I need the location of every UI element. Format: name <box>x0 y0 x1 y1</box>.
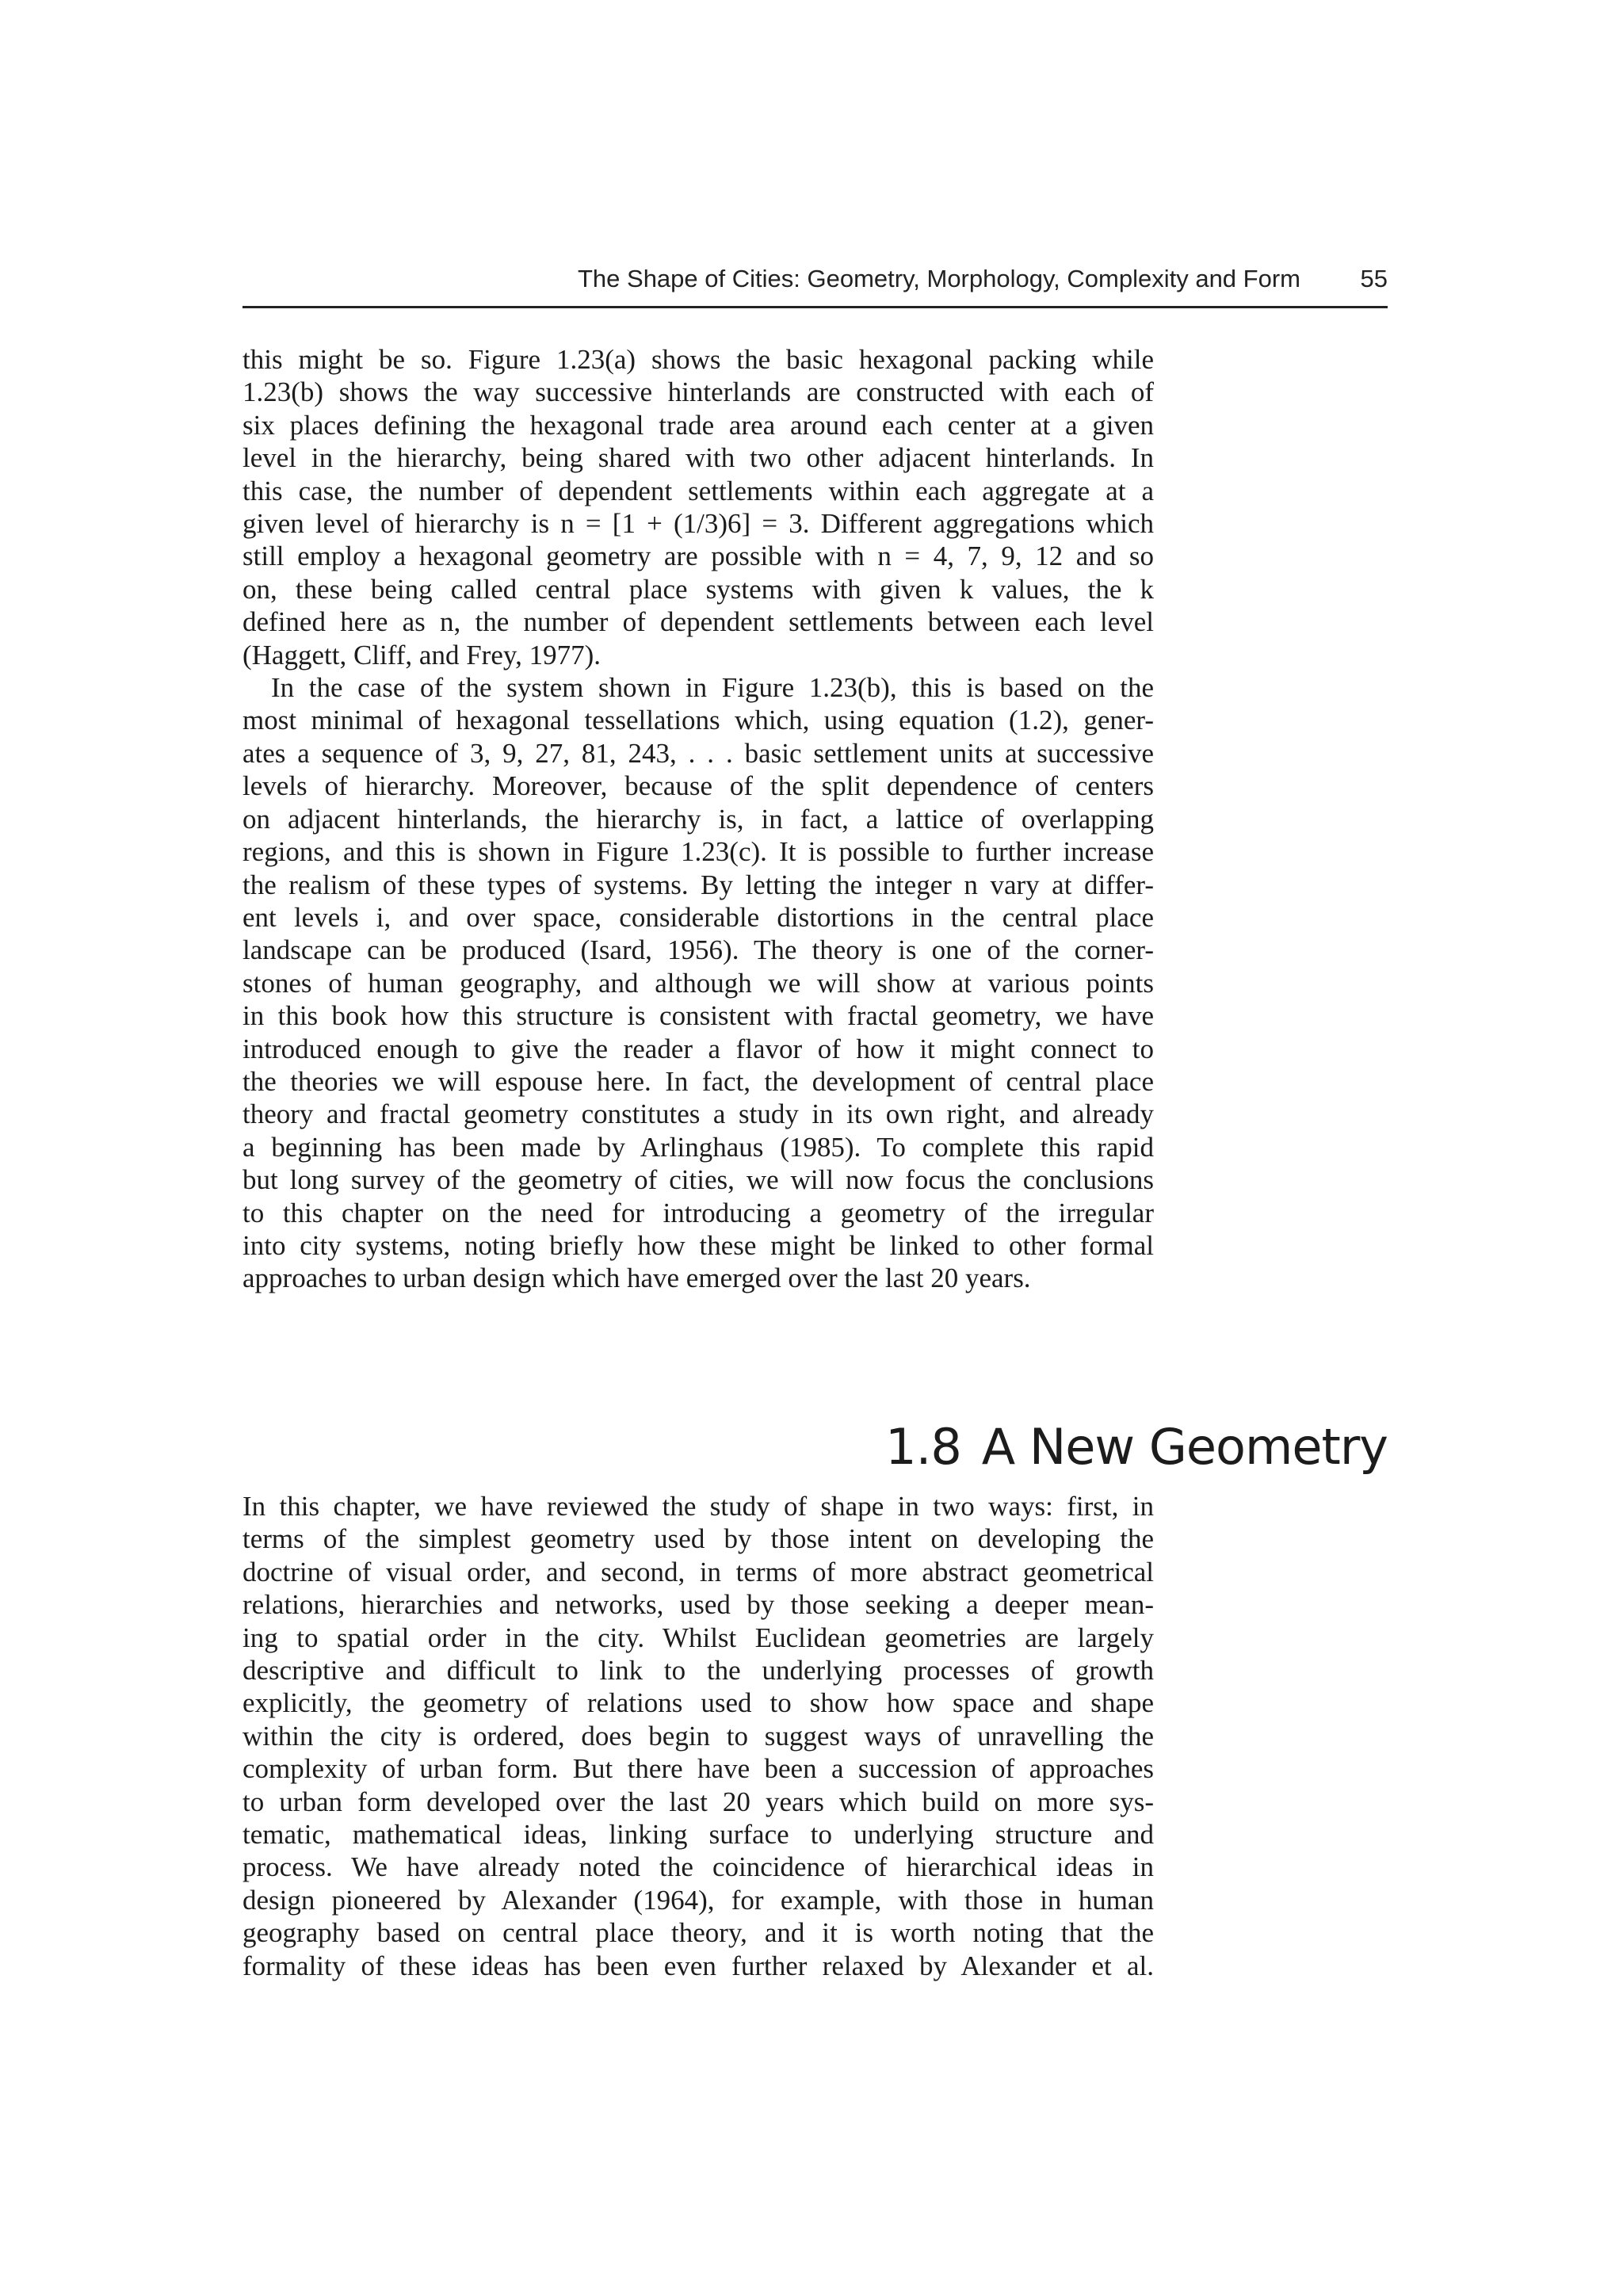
text-line: six places defining the hexagonal trade area around each center at a given <box>242 409 1154 441</box>
text-line: on adjacent hinterlands, the hierarchy is, in fact, a lattice of overlapping <box>242 803 1154 835</box>
text-line: process. We have already noted the coincidence of hierarchical ideas in <box>242 1851 1154 1883</box>
text-line: but long survey of the geometry of cities, we will now focus the conclusions <box>242 1164 1154 1196</box>
text-line: still employ a hexagonal geometry are possible with n = 4, 7, 9, 12 and so <box>242 541 1154 572</box>
paragraph <box>242 1490 1154 1982</box>
text-line: geography based on central place theory, and it is worth noting that the <box>242 1917 1154 1949</box>
text-line: design pioneered by Alexander (1964), for example, with those in human <box>242 1884 1154 1916</box>
page-number: 55 <box>1360 265 1388 292</box>
running-title: The Shape of Cities: Geometry, Morphology, Complexity and Form <box>577 265 1300 292</box>
text-line: descriptive and difficult to link to the underlying processes of growth <box>242 1655 1154 1687</box>
text-line: regions, and this is shown in Figure 1.23(c). It is possible to further increase <box>242 836 1154 868</box>
text-line: ing to spatial order in the city. Whilst Euclidean geometries are largely <box>242 1622 1154 1653</box>
text-line: formality of these ideas has been even further relaxed by Alexander et al. <box>242 1950 1154 1981</box>
running-head <box>242 262 1388 308</box>
text-line: ent levels i, and over space, considerable distortions in the central place <box>242 901 1154 933</box>
text-line: tematic, mathematical ideas, linking surface to underlying structure and <box>242 1819 1154 1851</box>
text-line: into city systems, noting briefly how these might be linked to other formal <box>242 1229 1154 1261</box>
text-line: terms of the simplest geometry used by those intent on developing the <box>242 1523 1154 1555</box>
text-line: on, these being called central place systems with given k values, the k <box>242 573 1154 605</box>
text-line: this might be so. Figure 1.23(a) shows the basic hexagonal packing while <box>242 344 1154 375</box>
text-line: In the case of the system shown in Figure 1.23(b), this is based on the <box>271 672 1154 704</box>
text-line: relations, hierarchies and networks, used by those seeking a deeper mean- <box>242 1589 1154 1621</box>
text-line: doctrine of visual order, and second, in terms of more abstract geometrical <box>242 1556 1154 1587</box>
text-line: this case, the number of dependent settlements within each aggregate at a <box>242 475 1154 506</box>
section-number: 1.8 <box>885 1418 961 1477</box>
text-line: given level of hierarchy is n = [1 + (1/3)6] = 3. Different aggregations which <box>242 508 1154 540</box>
body-text-section-1 <box>242 343 1154 1295</box>
paragraph <box>242 671 1154 1295</box>
body-text-section-2 <box>242 1490 1154 1982</box>
text-line: 1.23(b) shows the way successive hinterlands are constructed with each of <box>242 376 1154 408</box>
text-line: defined here as n, the number of dependent settlements between each level <box>242 606 1154 638</box>
text-line: explicitly, the geometry of relations used to show how space and shape <box>242 1687 1154 1719</box>
text-line: approaches to urban design which have emerged over the last 20 years. <box>242 1263 1031 1294</box>
paragraph <box>242 343 1154 671</box>
text-line: a beginning has been made by Arlinghaus (1985). To complete this rapid <box>242 1131 1154 1163</box>
text-line: within the city is ordered, does begin to suggest ways of unravelling the <box>242 1720 1154 1752</box>
text-line: In this chapter, we have reviewed the study of shape in two ways: first, in <box>242 1491 1154 1522</box>
text-line: ates a sequence of 3, 9, 27, 81, 243, . . . basic settlement units at successive <box>242 737 1154 769</box>
text-line: landscape can be produced (Isard, 1956). The theory is one of the corner- <box>242 934 1154 966</box>
text-line: levels of hierarchy. Moreover, because of the split dependence of centers <box>242 770 1154 802</box>
text-line: level in the hierarchy, being shared with two other adjacent hinterlands. In <box>242 442 1154 474</box>
section-title: A New Geometry <box>981 1418 1388 1477</box>
text-line: introduced enough to give the reader a flavor of how it might connect to <box>242 1033 1154 1064</box>
text-line: to urban form developed over the last 20 years which build on more sys- <box>242 1786 1154 1817</box>
section-heading <box>885 1415 1388 1479</box>
text-line: most minimal of hexagonal tessellations which, using equation (1.2), gener- <box>242 705 1154 736</box>
text-line: stones of human geography, and although we will show at various points <box>242 967 1154 999</box>
text-line: the theories we will espouse here. In fact, the development of central place <box>242 1065 1154 1097</box>
text-line: (Haggett, Cliff, and Frey, 1977). <box>242 639 601 670</box>
text-line: complexity of urban form. But there have been a succession of approaches <box>242 1753 1154 1785</box>
text-line: theory and fractal geometry constitutes a study in its own right, and already <box>242 1098 1154 1130</box>
text-line: the realism of these types of systems. By letting the integer n vary at differ- <box>242 869 1154 900</box>
text-line: in this book how this structure is consistent with fractal geometry, we have <box>242 1000 1154 1032</box>
text-line: to this chapter on the need for introducing a geometry of the irregular <box>242 1197 1154 1228</box>
